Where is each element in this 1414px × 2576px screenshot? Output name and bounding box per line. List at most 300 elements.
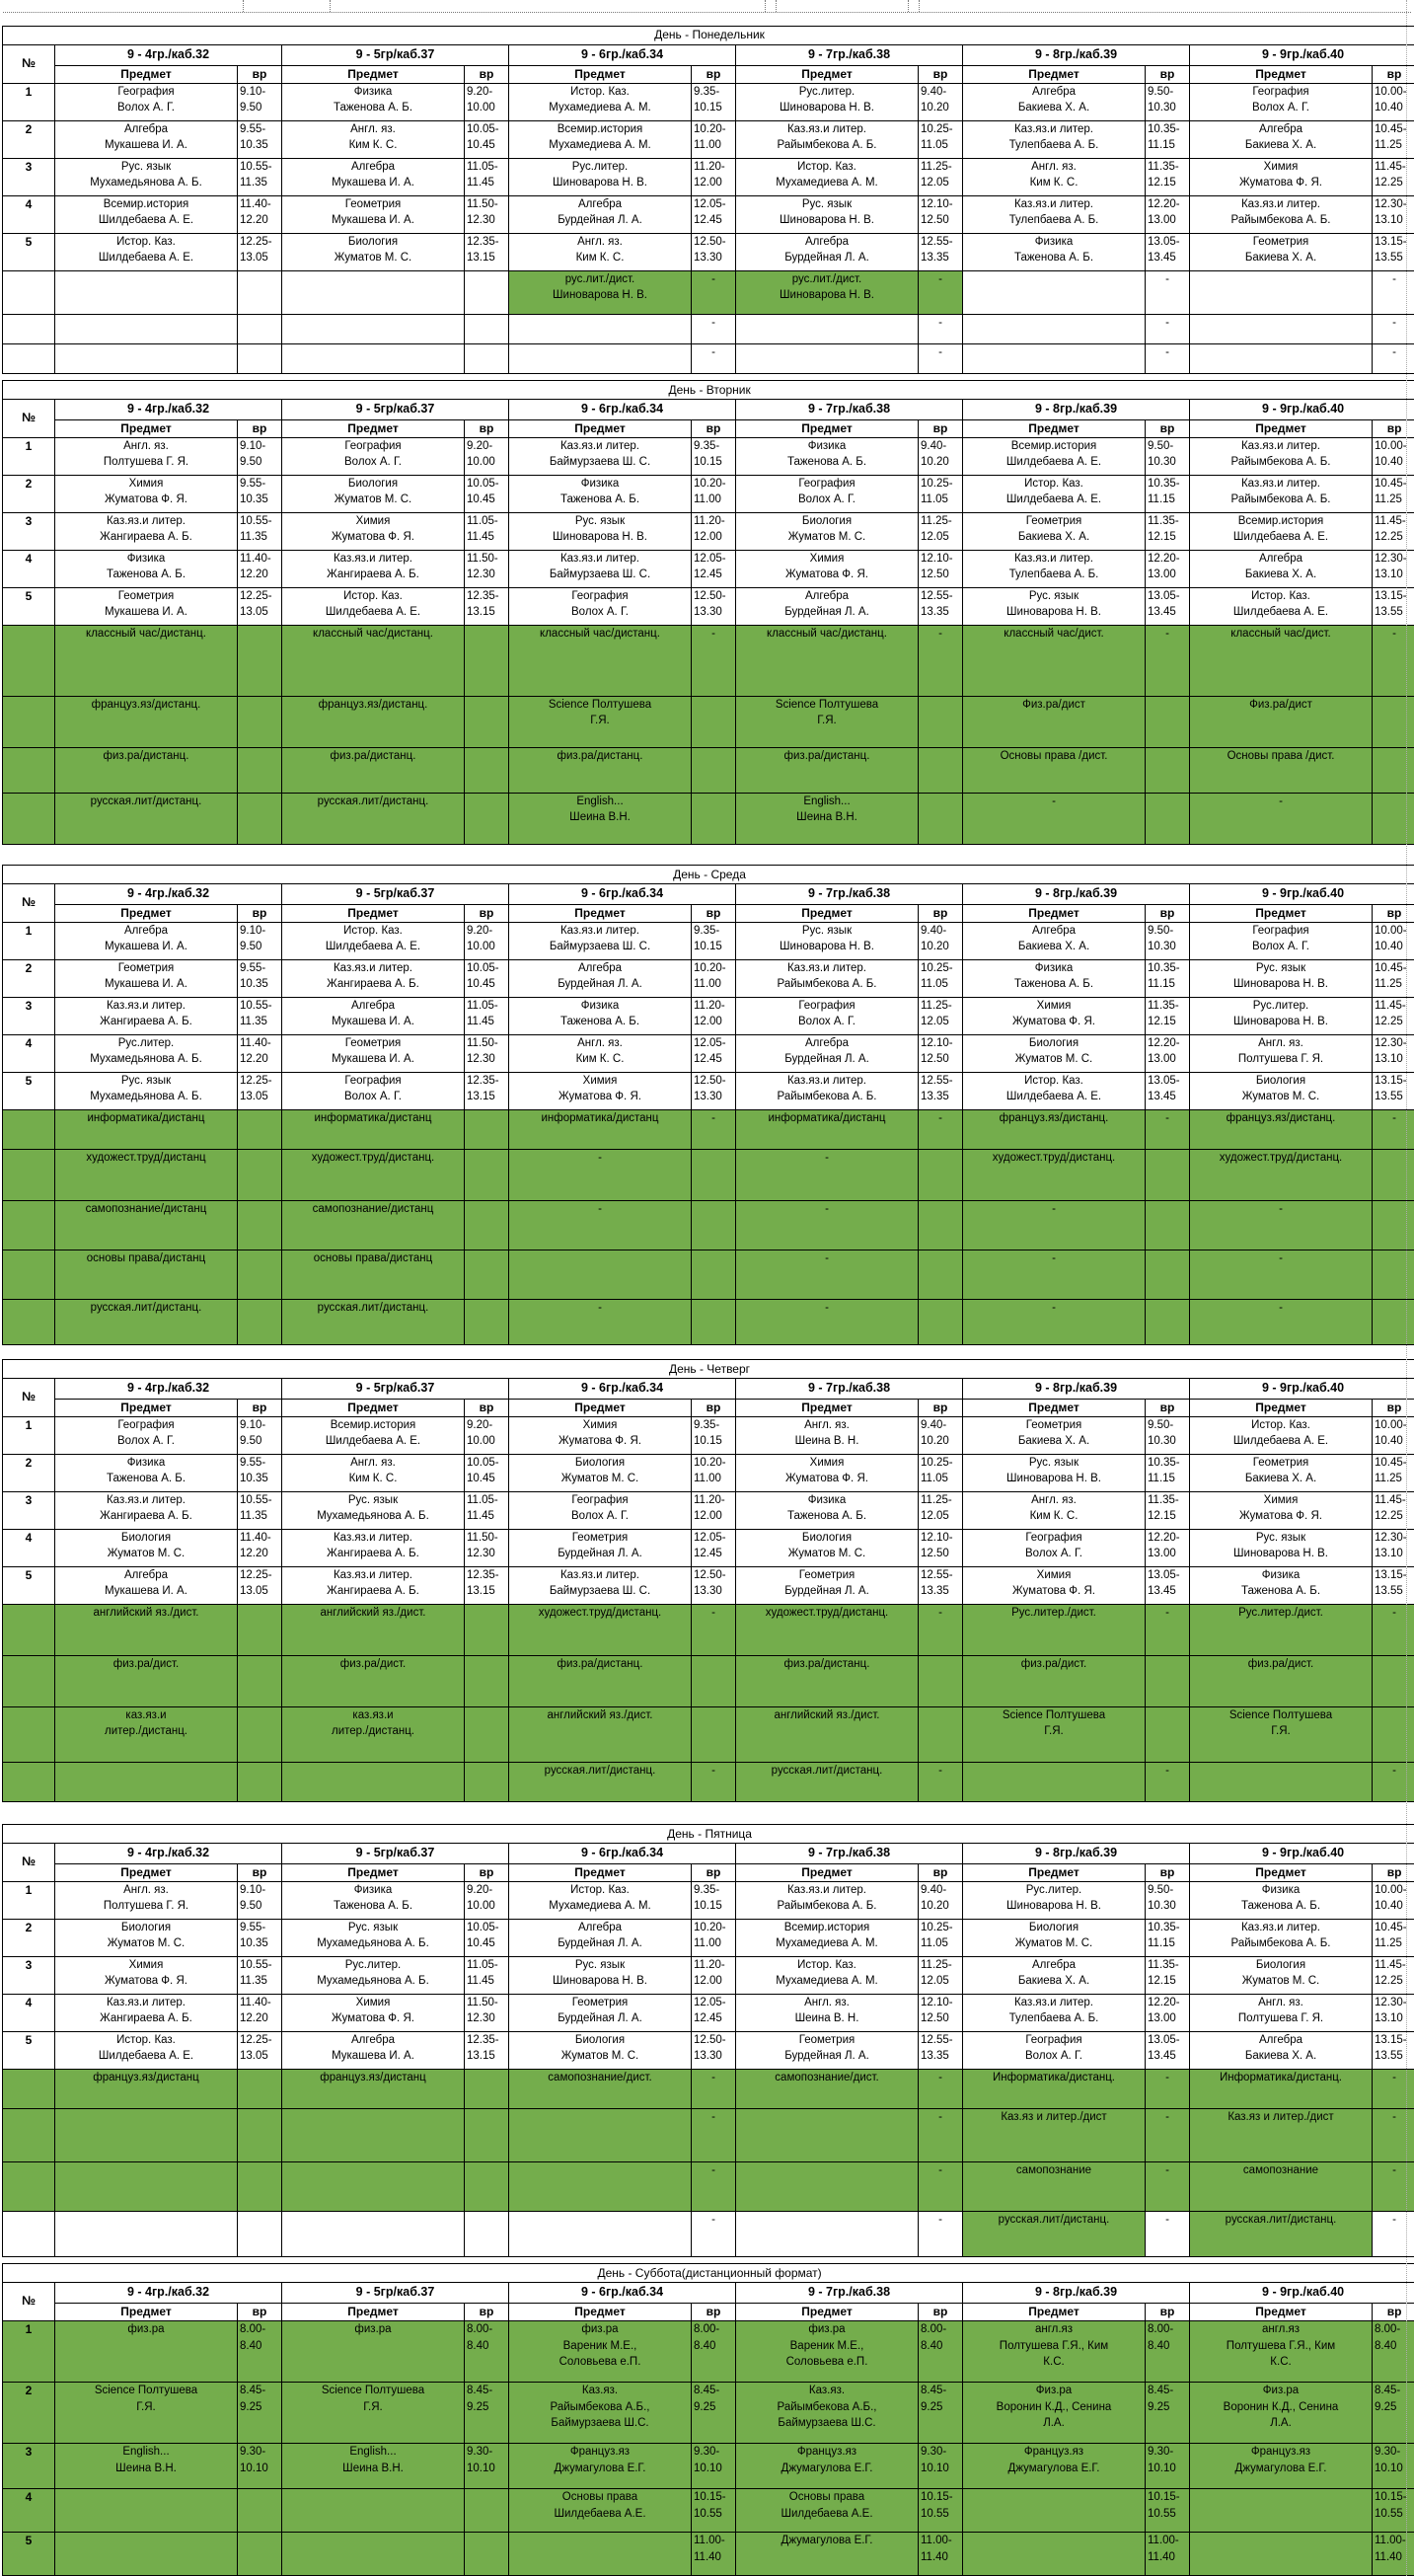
- subject-text: Волох А. Г.: [282, 1089, 464, 1104]
- time-text: -: [1146, 2109, 1189, 2125]
- subject-text: самопознание/дист.: [736, 2070, 918, 2085]
- subject-cell: [963, 2109, 1146, 2162]
- subject-cell: [55, 234, 238, 271]
- time-text: -: [1146, 1110, 1189, 1126]
- subject-text: Алгебра: [963, 1957, 1145, 1973]
- time-cell: [238, 2444, 282, 2489]
- time-text: 12.25-: [238, 588, 281, 604]
- time-text: 11.20-: [692, 1492, 735, 1508]
- time-text: -: [1146, 271, 1189, 287]
- time-cell: [1146, 1417, 1190, 1455]
- lesson-number: 3: [3, 2444, 55, 2489]
- time-text: 13.05: [238, 1583, 281, 1599]
- subject-cell: [509, 1073, 692, 1110]
- subject-cell: [509, 1605, 692, 1656]
- time-text: 11.35: [238, 529, 281, 545]
- time-text: -: [692, 271, 735, 287]
- subject-text: Жуматов М. С.: [1190, 1089, 1372, 1104]
- time-cell: [1146, 159, 1190, 196]
- subject-text: Истор. Каз.: [509, 1882, 691, 1898]
- time-cell: [692, 2109, 736, 2162]
- subject-text: Жуматов М. С.: [509, 1471, 691, 1486]
- time-text: 10.20-: [692, 1920, 735, 1935]
- subject-text: Шиноварова Н. В.: [963, 604, 1145, 620]
- time-cell: [692, 476, 736, 513]
- time-cell: [1146, 2444, 1190, 2489]
- subject-text: рус.лит./дист.: [509, 271, 691, 287]
- time-cell: [1373, 2489, 1414, 2533]
- time-cell: [919, 1707, 963, 1763]
- time-text: 11.15: [1146, 976, 1189, 992]
- subject-text: русская.лит/дистанц.: [963, 2212, 1145, 2228]
- subject-text: Бакиева Х. А.: [1190, 2048, 1372, 2064]
- time-cell: [1146, 1605, 1190, 1656]
- time-text: 13.15: [465, 1089, 508, 1104]
- time-text: 12.45: [692, 1546, 735, 1561]
- time-cell: [465, 1035, 509, 1073]
- subject-column-header: Предмет: [282, 1400, 465, 1417]
- subject-text: художест.труд/дистанц: [55, 1150, 237, 1166]
- subject-text: Шиноварова Н. В.: [1190, 1546, 1372, 1561]
- subject-text: Шилдебаева А. Е.: [963, 1089, 1145, 1104]
- subject-text: Рус. язык: [963, 1455, 1145, 1471]
- time-text: 13.05-: [1146, 1567, 1189, 1583]
- subject-text: -: [963, 1201, 1145, 1217]
- subject-text: Истор. Каз.: [736, 159, 918, 175]
- subject-text: Райымбекова А. Б.: [736, 137, 918, 153]
- subject-column-header: Предмет: [282, 2304, 465, 2321]
- subject-text: -: [1190, 1201, 1372, 1217]
- group-header: 9 - 8гр./каб.39: [963, 884, 1190, 905]
- time-text: 13.30: [692, 1089, 735, 1104]
- subject-text: самопознание: [963, 2162, 1145, 2178]
- subject-text: Алгебра: [736, 588, 918, 604]
- time-cell: [1373, 626, 1414, 697]
- subject-cell: [55, 438, 238, 476]
- subject-column-header: Предмет: [509, 1400, 692, 1417]
- time-cell: [1373, 1300, 1414, 1345]
- time-column-header: вр: [692, 1400, 736, 1417]
- time-text: 9.55-: [238, 121, 281, 137]
- subject-text: Джумагулова Е.Г.: [1190, 2461, 1372, 2476]
- time-text: 10.40: [1373, 1898, 1414, 1914]
- time-text: 12.25: [1373, 175, 1414, 190]
- time-cell: [692, 1882, 736, 1920]
- time-text: 13.35: [919, 1583, 962, 1599]
- subject-cell: [282, 2383, 465, 2444]
- time-text: 10.00-: [1373, 84, 1414, 100]
- time-text: 11.00-: [1146, 2533, 1189, 2548]
- subject-cell: [1190, 159, 1373, 196]
- subject-text: литер./дистанц.: [282, 1723, 464, 1739]
- time-cell: [692, 1300, 736, 1345]
- subject-cell: [55, 1035, 238, 1073]
- time-text: 10.30: [1146, 100, 1189, 115]
- time-cell: [1146, 998, 1190, 1035]
- subject-cell: [509, 1707, 692, 1763]
- lesson-number: 3: [3, 159, 55, 196]
- lesson-number: 5: [3, 588, 55, 626]
- time-cell: [692, 2032, 736, 2070]
- subject-cell: [963, 626, 1146, 697]
- time-text: 12.25-: [238, 234, 281, 250]
- subject-cell: [1190, 1995, 1373, 2032]
- subject-text: Шеина В.Н.: [736, 809, 918, 825]
- subject-text: Полтушева Г. Я.: [1190, 2010, 1372, 2026]
- time-text: 12.05-: [692, 196, 735, 212]
- subject-text: Полтушева Г. Я.: [55, 454, 237, 470]
- lesson-row: [3, 1995, 1414, 2032]
- time-text: 13.15: [465, 604, 508, 620]
- subject-cell: [282, 2321, 465, 2383]
- time-text: -: [1146, 1605, 1189, 1621]
- time-text: 12.50: [919, 212, 962, 228]
- time-cell: [692, 748, 736, 794]
- subject-text: Химия: [736, 551, 918, 567]
- time-cell: [238, 2533, 282, 2576]
- subject-text: Г.Я.: [963, 1723, 1145, 1739]
- time-text: 10.20: [919, 100, 962, 115]
- time-cell: [919, 748, 963, 794]
- time-text: 10.15-: [1146, 2489, 1189, 2505]
- subject-column-header: Предмет: [1190, 1864, 1373, 1882]
- subject-text: Тулепбаева А. Б.: [963, 2010, 1145, 2026]
- time-text: 10.45-: [1373, 960, 1414, 976]
- time-cell: [1146, 1150, 1190, 1201]
- time-text: -: [1373, 2162, 1414, 2178]
- subject-text: Химия: [282, 513, 464, 529]
- time-cell: [1146, 960, 1190, 998]
- subject-text: Каз.яз.и литер.: [282, 960, 464, 976]
- subject-cell: [282, 1882, 465, 1920]
- subject-cell: [282, 588, 465, 626]
- time-text: 13.15: [465, 250, 508, 265]
- time-text: -: [1146, 344, 1189, 360]
- time-text: 10.25-: [919, 476, 962, 492]
- time-cell: [1373, 794, 1414, 845]
- time-cell: [919, 551, 963, 588]
- time-text: 10.35-: [1146, 476, 1189, 492]
- lesson-number: [3, 794, 55, 845]
- subject-text: русская.лит/дистанц.: [282, 794, 464, 809]
- subject-text: физ.ра/дист.: [963, 1656, 1145, 1672]
- subject-text: Физика: [282, 1882, 464, 1898]
- subject-cell: [509, 1920, 692, 1957]
- subject-cell: [1190, 1417, 1373, 1455]
- lesson-number: [3, 697, 55, 748]
- time-cell: [465, 1656, 509, 1707]
- time-text: -: [919, 1605, 962, 1621]
- subject-text: Бакиева Х. А.: [1190, 137, 1372, 153]
- subject-text: Вареник М.Е.,: [509, 2338, 691, 2354]
- lesson-row: [3, 1073, 1414, 1110]
- time-column-header: вр: [1146, 1400, 1190, 1417]
- time-text: 10.20: [919, 939, 962, 954]
- subject-text: Биология: [736, 1530, 918, 1546]
- subject-cell: [736, 697, 919, 748]
- group-header: 9 - 6гр./каб.34: [509, 2283, 736, 2304]
- subject-cell: [282, 794, 465, 845]
- subject-cell: [282, 1707, 465, 1763]
- subject-text: Тулепбаева А. Б.: [963, 567, 1145, 582]
- time-cell: [919, 1763, 963, 1802]
- subject-cell: [963, 513, 1146, 551]
- subject-text: Шилдебаева А. Е.: [55, 250, 237, 265]
- subject-cell: [736, 923, 919, 960]
- subject-text: Каз.яз.и литер.: [509, 551, 691, 567]
- time-cell: [465, 2109, 509, 2162]
- subject-cell: [963, 438, 1146, 476]
- lesson-number: 3: [3, 998, 55, 1035]
- subject-text: Физ.ра/дист: [1190, 697, 1372, 713]
- extra-row: [3, 2162, 1414, 2212]
- subject-cell: [1190, 315, 1373, 344]
- subject-text: Шиноварова Н. В.: [1190, 976, 1372, 992]
- subject-cell: [1190, 2162, 1373, 2212]
- subject-cell: [736, 121, 919, 159]
- time-text: 11.05-: [465, 998, 508, 1014]
- subject-text: -: [736, 1150, 918, 1166]
- time-text: 13.05-: [1146, 234, 1189, 250]
- time-text: 12.50-: [692, 1567, 735, 1583]
- time-cell: [919, 196, 963, 234]
- time-text: 10.45-: [1373, 1455, 1414, 1471]
- time-text: 10.25-: [919, 121, 962, 137]
- subject-text: информатика/дистанц: [55, 1110, 237, 1126]
- time-cell: [1373, 588, 1414, 626]
- time-text: 11.35-: [1146, 159, 1189, 175]
- time-text: 10.55-: [238, 1492, 281, 1508]
- subject-column-header: Предмет: [963, 1400, 1146, 1417]
- subject-text: физ.ра/дистанц.: [509, 748, 691, 764]
- subject-cell: [963, 1567, 1146, 1605]
- time-text: 9.20-: [465, 438, 508, 454]
- subject-text: Англ. яз.: [282, 1455, 464, 1471]
- time-text: 9.30-: [1146, 2444, 1189, 2460]
- subject-cell: [963, 923, 1146, 960]
- time-text: 9.55-: [238, 1920, 281, 1935]
- subject-text: каз.яз.и: [282, 1707, 464, 1723]
- subject-text: География: [55, 84, 237, 100]
- extra-row: [3, 748, 1414, 794]
- time-cell: [238, 1957, 282, 1995]
- group-header: 9 - 9гр./каб.40: [1190, 884, 1414, 905]
- lesson-number: 5: [3, 2032, 55, 2070]
- subject-text: Рус. язык: [1190, 960, 1372, 976]
- time-cell: [919, 84, 963, 121]
- time-cell: [1373, 2162, 1414, 2212]
- subject-text: Г.Я.: [509, 713, 691, 728]
- group-header-row: [3, 1844, 1414, 1864]
- time-cell: [238, 513, 282, 551]
- time-text: 12.35-: [465, 1567, 508, 1583]
- subject-column-header: Предмет: [282, 66, 465, 84]
- time-text: 11.05-: [465, 159, 508, 175]
- lesson-row: [3, 923, 1414, 960]
- time-text: 9.40-: [919, 923, 962, 939]
- subject-cell: [963, 1530, 1146, 1567]
- lesson-row: [3, 121, 1414, 159]
- time-cell: [465, 748, 509, 794]
- time-text: 11.40: [919, 2549, 962, 2565]
- subject-cell: [1190, 1763, 1373, 1802]
- page-edge-dotted-line: [1406, 0, 1407, 2576]
- time-text: 10.15-: [1373, 2489, 1414, 2505]
- time-column-header: вр: [692, 66, 736, 84]
- subject-column-header: Предмет: [509, 905, 692, 923]
- time-cell: [919, 2489, 963, 2533]
- time-cell: [238, 1707, 282, 1763]
- time-cell: [238, 551, 282, 588]
- time-cell: [1146, 121, 1190, 159]
- time-text: 12.20-: [1146, 1035, 1189, 1051]
- time-text: 12.20: [238, 2010, 281, 2026]
- subject-text: Шеина В.Н.: [55, 2461, 237, 2476]
- time-cell: [919, 1656, 963, 1707]
- subject-cell: [282, 1656, 465, 1707]
- subject-cell: [282, 960, 465, 998]
- time-cell: [465, 476, 509, 513]
- subject-text: Химия: [963, 1567, 1145, 1583]
- time-text: 11.05: [919, 492, 962, 507]
- lesson-row: [3, 1530, 1414, 1567]
- subject-cell: [963, 121, 1146, 159]
- time-text: 10.20-: [692, 121, 735, 137]
- subject-cell: [55, 2070, 238, 2109]
- subject-cell: [282, 271, 465, 315]
- group-header: 9 - 4гр./каб.32: [55, 1844, 282, 1864]
- subject-text: Физика: [509, 476, 691, 492]
- time-cell: [1373, 2109, 1414, 2162]
- time-cell: [692, 1150, 736, 1201]
- time-text: 12.25: [1373, 1014, 1414, 1029]
- time-cell: [238, 1995, 282, 2032]
- subject-text: Геометрия: [55, 960, 237, 976]
- subject-text: Алгебра: [55, 121, 237, 137]
- subject-text: Джумагулова Е.Г.: [509, 2461, 691, 2476]
- subject-text: Райымбекова А. Б.: [736, 1898, 918, 1914]
- subject-text: физ.ра/дистанц.: [736, 1656, 918, 1672]
- time-text: 8.40: [1146, 2338, 1189, 2354]
- subject-cell: [1190, 1882, 1373, 1920]
- time-text: 12.30-: [1373, 196, 1414, 212]
- subject-cell: [509, 1150, 692, 1201]
- subject-text: Таженова А. Б.: [282, 1898, 464, 1914]
- subject-text: Жангираева А. Б.: [282, 1546, 464, 1561]
- subject-text: Алгебра: [282, 2032, 464, 2048]
- subject-cell: [282, 1110, 465, 1150]
- day-title-row: [3, 27, 1414, 45]
- time-cell: [1373, 2383, 1414, 2444]
- time-column-header: вр: [238, 1864, 282, 1882]
- subject-cell: [736, 1707, 919, 1763]
- subject-cell: [509, 588, 692, 626]
- time-cell: [238, 315, 282, 344]
- subject-text: Шиноварова Н. В.: [736, 939, 918, 954]
- subject-text: англ.яз: [963, 2321, 1145, 2337]
- time-text: 9.50-: [1146, 1882, 1189, 1898]
- time-text: 12.05-: [692, 1530, 735, 1546]
- time-cell: [919, 2321, 963, 2383]
- subject-cell: [736, 794, 919, 845]
- subject-cell: [1190, 2070, 1373, 2109]
- subject-text: Мукашева И. А.: [55, 604, 237, 620]
- subject-cell: [1190, 1605, 1373, 1656]
- time-text: 10.40: [1373, 100, 1414, 115]
- subject-text: русская.лит/дистанц.: [509, 1763, 691, 1779]
- subject-cell: [736, 2533, 919, 2576]
- subject-text: Англ. яз.: [509, 234, 691, 250]
- time-cell: [238, 438, 282, 476]
- time-cell: [692, 2212, 736, 2257]
- time-cell: [465, 794, 509, 845]
- subject-text: Англ. яз.: [282, 121, 464, 137]
- time-cell: [465, 551, 509, 588]
- time-cell: [1373, 1455, 1414, 1492]
- subject-cell: [282, 513, 465, 551]
- time-text: 12.10-: [919, 1035, 962, 1051]
- time-text: -: [1146, 1763, 1189, 1779]
- subject-text: русская.лит/дистанц.: [55, 794, 237, 809]
- subject-cell: [55, 551, 238, 588]
- lesson-row: [3, 2444, 1414, 2489]
- subject-text: Райымбекова А. Б.: [1190, 1935, 1372, 1951]
- day-title-row: [3, 381, 1414, 400]
- group-header: 9 - 8гр./каб.39: [963, 1844, 1190, 1864]
- lesson-number: [3, 1707, 55, 1763]
- group-header: 9 - 9гр./каб.40: [1190, 1379, 1414, 1400]
- time-cell: [919, 344, 963, 374]
- lesson-row: [3, 1882, 1414, 1920]
- time-cell: [692, 2444, 736, 2489]
- subject-cell: [963, 551, 1146, 588]
- time-cell: [1146, 1707, 1190, 1763]
- subject-column-header: Предмет: [55, 66, 238, 84]
- subject-cell: [282, 2032, 465, 2070]
- subject-text: Бурдейная Л. А.: [736, 1583, 918, 1599]
- subject-cell: [1190, 1073, 1373, 1110]
- subject-cell: [282, 196, 465, 234]
- time-text: 9.50-: [1146, 84, 1189, 100]
- subject-cell: [282, 1035, 465, 1073]
- subject-cell: [55, 513, 238, 551]
- time-text: 10.35: [238, 1471, 281, 1486]
- group-header: 9 - 5гр/каб.37: [282, 45, 509, 66]
- time-cell: [465, 1300, 509, 1345]
- time-column-header: вр: [1146, 420, 1190, 438]
- subject-text: самопознание/дистанц: [282, 1201, 464, 1217]
- time-cell: [919, 1300, 963, 1345]
- subject-text: Жуматов М. С.: [282, 492, 464, 507]
- time-text: 12.05: [919, 175, 962, 190]
- subject-text: English...: [282, 2444, 464, 2460]
- time-text: 12.30: [465, 2010, 508, 2026]
- time-text: 12.45: [692, 2010, 735, 2026]
- subject-cell: [509, 315, 692, 344]
- subject-text: Жангираева А. Б.: [282, 567, 464, 582]
- time-text: -: [692, 2162, 735, 2178]
- time-text: 10.30: [1146, 1898, 1189, 1914]
- lesson-row: [3, 1920, 1414, 1957]
- time-cell: [465, 960, 509, 998]
- subject-cell: [1190, 121, 1373, 159]
- subject-text: классный час/дистанц.: [509, 626, 691, 642]
- subject-text: Истор. Каз.: [509, 84, 691, 100]
- time-text: 12.25-: [238, 1073, 281, 1089]
- subject-text: Шилдебаева А. Е.: [55, 2048, 237, 2064]
- subject-cell: [55, 1417, 238, 1455]
- subject-text: Бурдейная Л. А.: [736, 1051, 918, 1067]
